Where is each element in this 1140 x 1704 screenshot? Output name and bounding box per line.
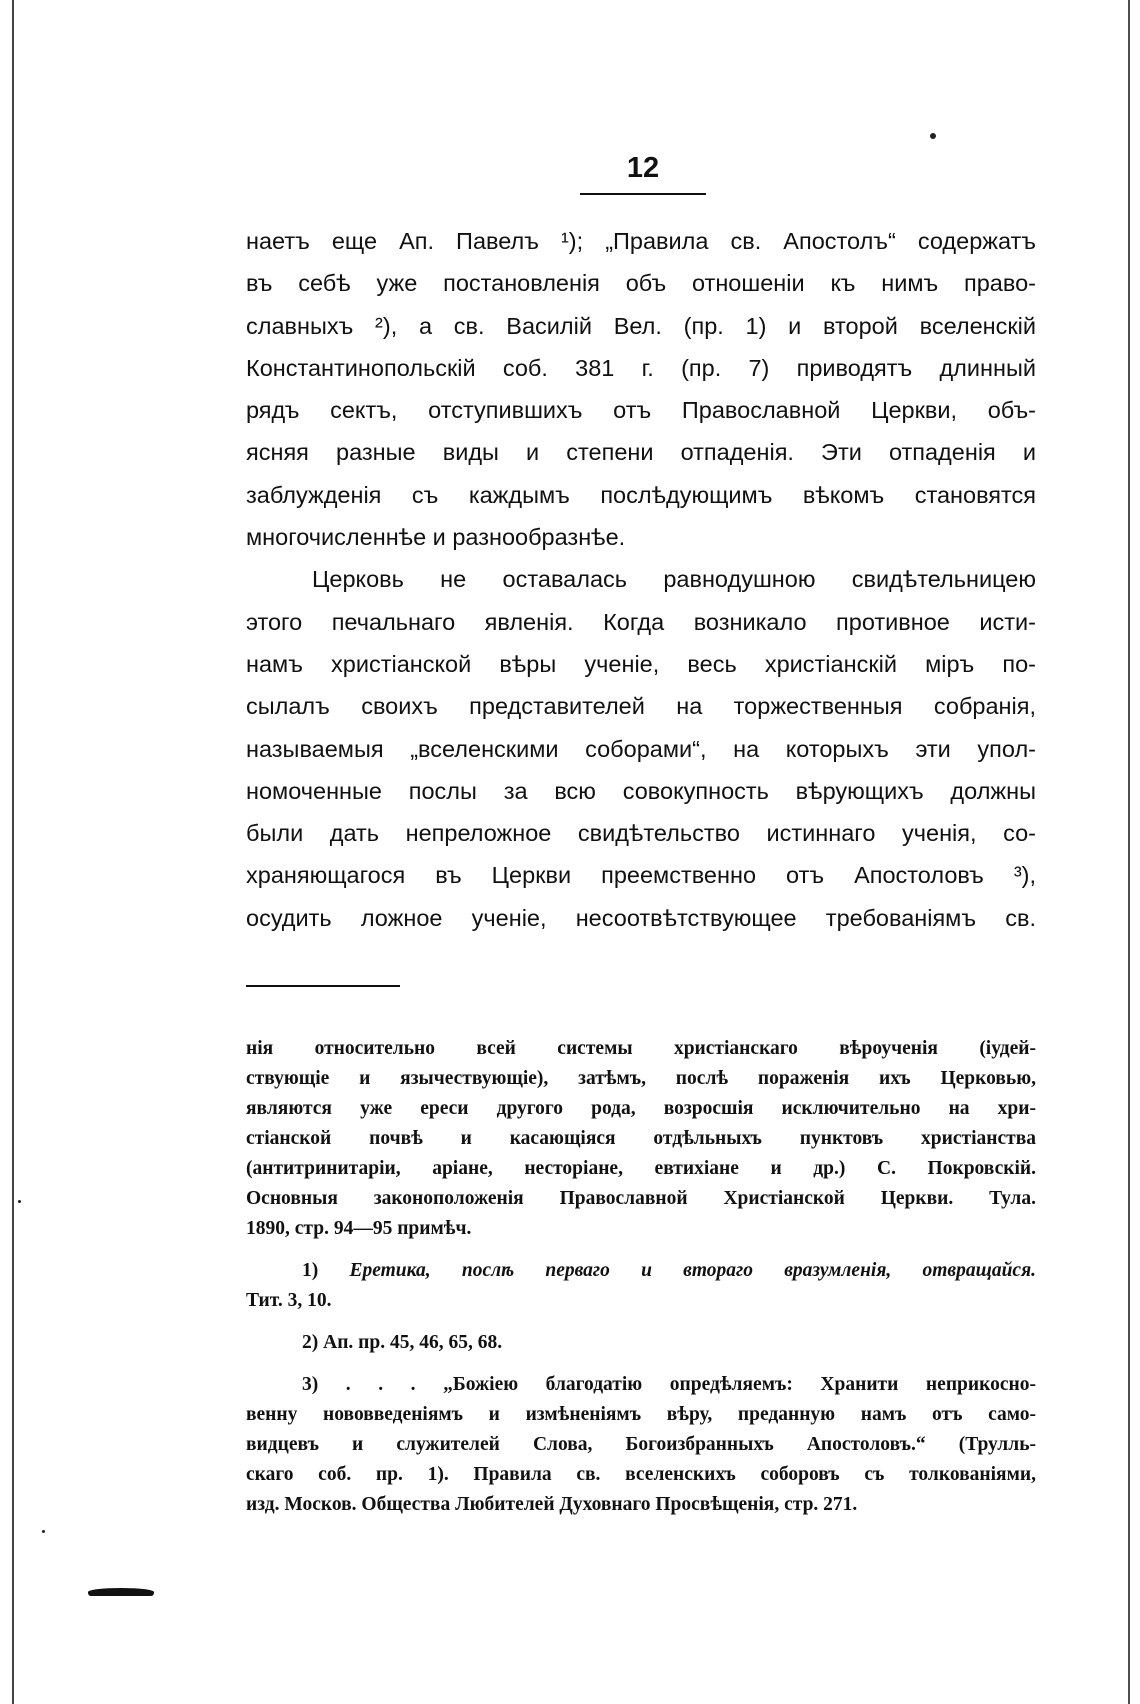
footnote-3-line: скаго соб. пр. 1). Правила св. вселенскихъ соборовъ съ толкованіями,: [246, 1464, 1036, 1485]
footnote-line: нія относительно всей системы христіанскаго вѣроученія (іудей-: [246, 1038, 1036, 1059]
scan-edge-left: [12, 0, 14, 1704]
footnote-1-quote: Еретика, послѣ перваго и втораго вразумленія, отвращайся.: [349, 1260, 1036, 1281]
ink-speck: [42, 1530, 45, 1533]
text-line: этого печальнаго явленія. Когда возникало противное исти-: [246, 608, 1036, 635]
text-line: наетъ еще Ап. Павелъ ¹); „Правила св. Апостолъ“ содержатъ: [246, 228, 1036, 254]
text-line: храняющагося въ Церкви преемственно отъ Апостоловъ ³),: [246, 862, 1036, 889]
footnote-1-number: 1): [302, 1260, 319, 1281]
text-line: сылалъ своихъ представителей на торжественныя собранія,: [246, 693, 1036, 720]
footnote-line: (антитринитаріи, аріане, несторіане, евтихіане и др.) С. Покровскій.: [246, 1158, 1036, 1179]
footnote-line: ствующіе и язычествующіе), затѣмъ, послѣ пораженія ихъ Церковью,: [246, 1068, 1036, 1089]
text-line: Константинопольскій соб. 381 г. (пр. 7) приводятъ длинный: [246, 354, 1036, 381]
footnote-line: 1890, стр. 94—95 примѣч.: [246, 1218, 472, 1239]
footnote-3-line: 3) . . . „Божіею благодатію опредѣляемъ: Хранити неприкосно-: [302, 1374, 1036, 1395]
text-line: Церковь не оставалась равнодушною свидѣтельницею: [312, 566, 1036, 593]
ink-speck: [930, 133, 936, 139]
text-line: въ себѣ уже постановленія объ отношеніи къ нимъ право-: [246, 270, 1036, 297]
footnote-line: Основныя законоположенія Православной Христіанской Церкви. Тула.: [246, 1188, 1036, 1209]
scan-edge-right: [1128, 0, 1130, 1704]
footnote-3-line: видцевъ и служителей Слова, Богоизбранныхъ Апостоловъ.“ (Трулль-: [246, 1434, 1036, 1455]
text-line: многочисленнѣе и разнообразнѣе.: [246, 524, 626, 551]
footnote-line: являются уже ереси другого рода, возросшія исключительно на хри-: [246, 1098, 1036, 1119]
text-line: были дать непреложное свидѣтельство истиннаго ученія, со-: [246, 820, 1036, 847]
footnote-3-line: изд. Москов. Общества Любителей Духовнаго Просвѣщенія, стр. 271.: [246, 1494, 858, 1515]
text-line: намъ христіанской вѣры ученіе, весь христіанскій міръ по-: [246, 650, 1036, 677]
text-line: рядъ сектъ, отступившихъ отъ Православной Церкви, объ-: [246, 397, 1036, 424]
page-number: 12: [626, 152, 660, 184]
text-line: славныхъ ²), а св. Василій Вел. (пр. 1) и второй вселенскій: [246, 312, 1036, 339]
text-line: называемыя „вселенскими соборами“, на которыхъ эти упол-: [246, 735, 1036, 762]
footnote-separator: [246, 985, 400, 987]
footnote-2: 2) Ап. пр. 45, 46, 65, 68.: [302, 1332, 503, 1353]
footnote-line: стіанской почвѣ и касающіяся отдѣльныхъ пунктовъ христіанства: [246, 1128, 1036, 1149]
text-line: ясняя разные виды и степени отпаденія. Эти отпаденія и: [246, 439, 1036, 466]
page-number-rule: [580, 193, 706, 195]
footnote-1: [246, 1256, 1036, 1286]
ink-blot: [88, 1588, 154, 1596]
footnote-1-ref: Тит. 3, 10.: [246, 1290, 332, 1311]
footnote-3-line: венну нововведеніямъ и измѣненіямъ вѣру, преданную намъ отъ само-: [246, 1404, 1036, 1425]
footnotes: [246, 1034, 1036, 1520]
text-line: номоченные послы за всю совокупность вѣрующихъ должны: [246, 777, 1036, 804]
text-line: заблужденія съ каждымъ послѣдующимъ вѣкомъ становятся: [246, 481, 1036, 508]
ink-speck: [18, 1200, 21, 1203]
main-text: [246, 220, 1036, 939]
text-line: осудить ложное ученіе, несоотвѣтствующее требованіямъ св.: [246, 904, 1036, 931]
